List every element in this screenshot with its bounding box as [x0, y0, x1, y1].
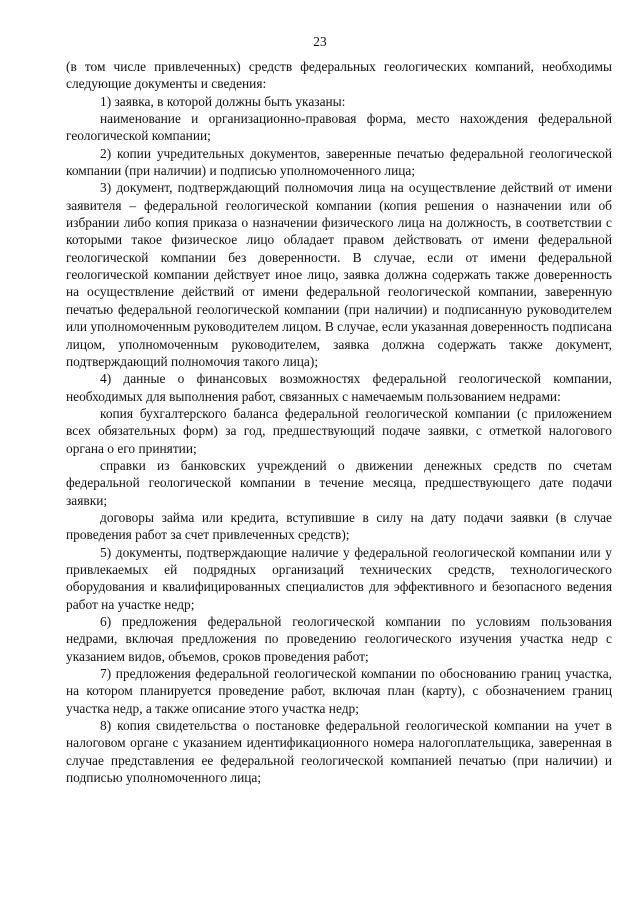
paragraph: 2) копии учредительных документов, заверенные печатью федеральной геологической компании (при наличии) и подписью уполномоченного лица; — [66, 145, 612, 179]
paragraph: 5) документы, подтверждающие наличие у федеральной геологической компании или у привлекаемых ей подрядных организаций технических средств, технологического оборудования и квалифицированных специалистов для эффективного и безопасного ведения работ на участке недр; — [66, 544, 612, 612]
paragraph: 1) заявка, в которой должны быть указаны: — [100, 93, 346, 109]
paragraph: наименование и организационно-правовая форма, место нахождения федеральной геологической компании; — [66, 111, 612, 144]
paragraph: договоры займа или кредита, вступившие в силу на дату подачи заявки (в случае проведения работ за счет привлеченных средств); — [66, 509, 612, 543]
page-number: 23 — [313, 34, 327, 49]
paragraph: 7) предложения федеральной геологической компании по обоснованию границ участка, на котором планируется проведение работ, включая план (карту), с обозначением границ участка недр, а также описание этого участка недр; — [66, 666, 612, 716]
paragraph: справки из банковских учреждений о движении денежных средств по счетам федеральной геологической компании в течение месяца, предшествующего дате подачи заявки; — [66, 457, 612, 508]
paragraph: 3) документ, подтверждающий полномочия лица на осуществление действий от имени заявителя – федеральной геологической компании (копия решения о назначении или об избрании либо копия приказа о назначении физического лица на должность, в соответствии с которыми такое физическое лицо обладает правом действовать от имени федеральной геологической компании без доверенности. В случае, если от имени федеральной геологической компании действует иное лицо, заявка должна содержать также доверенность на осуществление действий от имени федеральной геологической компании, заверенную печатью федеральной геологической компании (при наличии) и подписанную руководителем или уполномоченным руководителем лицом. В случае, если указанная доверенность подписана лицом, уполномоченным руководителем, заявка должна содержать также документ, подтверждающий полномочия такого лица); — [66, 180, 612, 369]
paragraph: 4) данные о финансовых возможностях федеральной геологической компании, необходимых для выполнения работ, связанных с намечаемым пользованием недрами: — [66, 371, 612, 404]
paragraph: (в том числе привлеченных) средств федеральных геологических компаний, необходимы следующие документы и сведения: — [66, 59, 612, 92]
paragraph: 8) копия свидетельства о постановке федеральной геологической компании на учет в налоговом органе с указанием идентификационного номера налогоплательщика, заверенная в случае представления ее федеральной геологической компанией печатью (при наличии) и подписью уполномоченного лица; — [66, 718, 612, 786]
document-body — [66, 58, 612, 786]
paragraph: 6) предложения федеральной геологической компании по условиям пользования недрами, включая предложения по проведению геологического изучения участка недр с указанием видов, объемов, сроков проведения работ; — [66, 614, 612, 664]
paragraph: копия бухгалтерского баланса федеральной геологической компании (с приложением всех обязательных форм) за год, предшествующий подаче заявки, с отметкой налогового органа о его принятии; — [66, 405, 612, 456]
